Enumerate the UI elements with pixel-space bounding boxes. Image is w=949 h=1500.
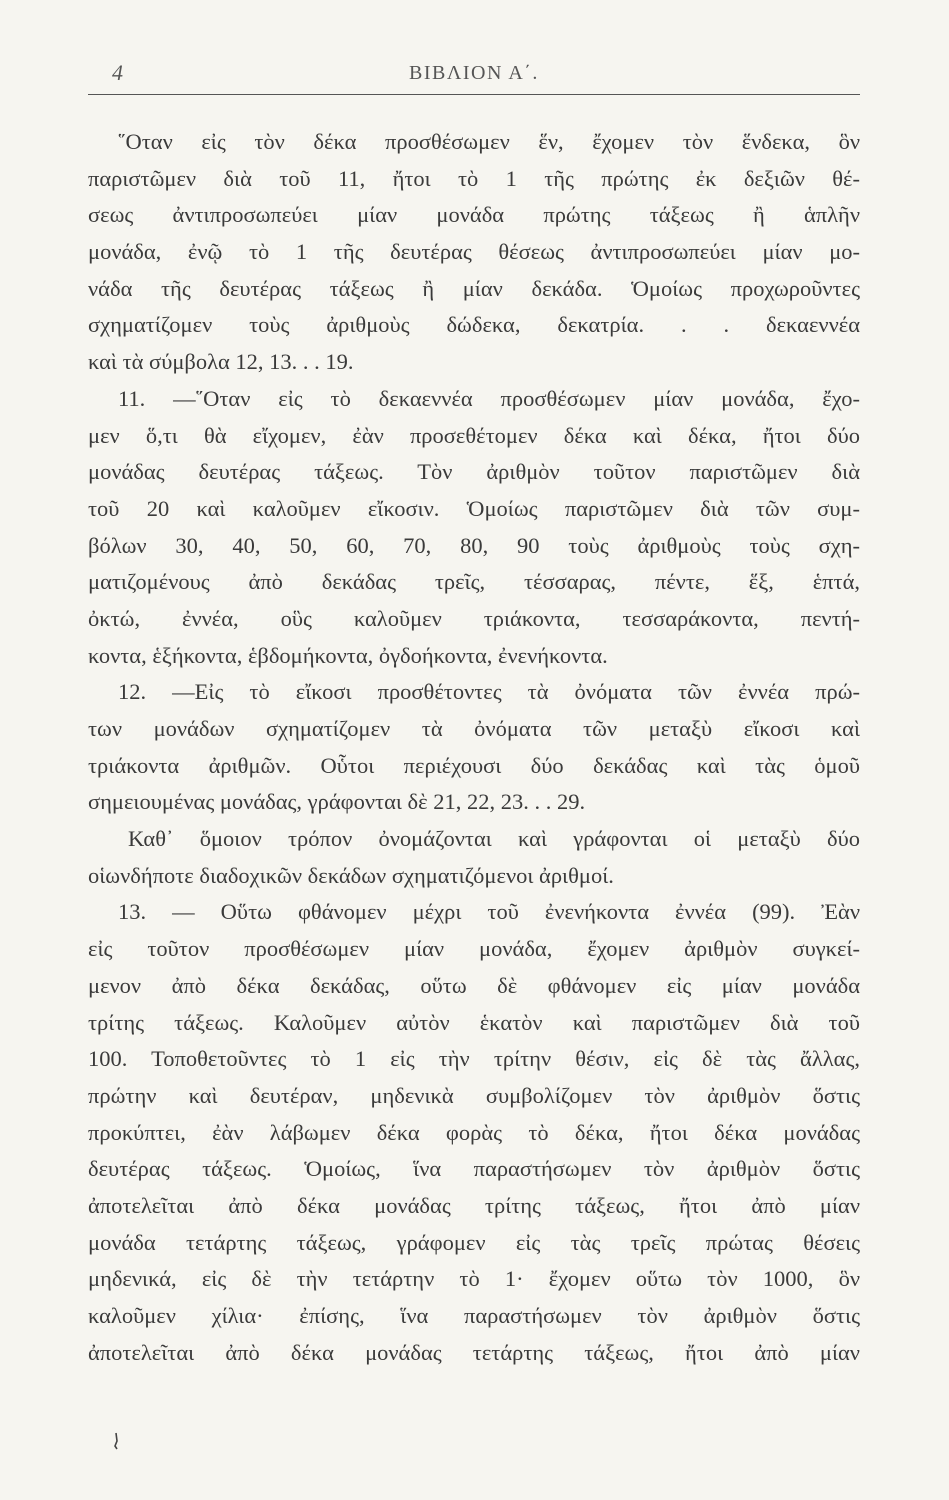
text-line: ῞Οταν εἰς τὸν δέκα προσθέσωμεν ἕν, ἔχομεν τὸν ἕνδεκα, ὃν xyxy=(118,129,860,154)
section-12-first-line: 12. —Εἰς τὸ εἴκοσι προσθέτοντες τὰ ὀνόματα τῶν ἐννέα πρώ- xyxy=(118,679,860,705)
text-line: 100. Τοποθετοῦντες τὸ 1 εἰς τὴν τρίτην θέσιν, εἰς δὲ τὰς ἄλλας, xyxy=(88,1046,860,1072)
page-header xyxy=(88,58,860,95)
section-13-first-line: 13. — Οὕτω φθάνομεν μέχρι τοῦ ἐνενήκοντα ἐννέα (99). Ἐὰν xyxy=(118,899,860,925)
text-line: πρώτην καὶ δευτέραν, μηδενικὰ συμβολίζομεν τὸν ἀριθμὸν ὅστις xyxy=(88,1082,860,1108)
text-line: ἀποτελεῖται ἀπὸ δέκα μονάδας τρίτης τάξεως, ἤτοι ἀπὸ μίαν xyxy=(88,1192,860,1218)
text-line: βόλων 30, 40, 50, 60, 70, 80, 90 τοὺς ἀριθμοὺς τοὺς σχη- xyxy=(88,532,860,558)
page-number: 4 xyxy=(112,60,123,85)
text-line: σημειουμένας μονάδας, γράφονται δὲ 21, 22, 23. . . 29. xyxy=(88,789,586,815)
text-line: προκύπτει, ἐὰν λάβωμεν δέκα φορὰς τὸ δέκα, ἤτοι δέκα μονάδας xyxy=(88,1119,860,1145)
text-line: μονάδα, ἐνῷ τὸ 1 τῆς δευτέρας θέσεως ἀντιπροσωπεύει μίαν μο- xyxy=(88,239,860,265)
text-line: μονάδα τετάρτης τάξεως, γράφομεν εἰς τὰς τρεῖς πρώτας θέσεις xyxy=(88,1229,860,1255)
text-line: ὀκτώ, ἐννέα, οὓς καλοῦμεν τριάκοντα, τεσσαράκοντα, πεντή- xyxy=(88,605,860,631)
text-line: καλοῦμεν χίλια· ἐπίσης, ἵνα παραστήσωμεν τὸν ἀριθμὸν ὅστις xyxy=(88,1303,860,1328)
text-line: κοντα, ἑξήκοντα, ἑβδομήκοντα, ὀγδοήκοντα, ἐνενήκοντα. xyxy=(88,642,608,668)
section-11-first-line: 11. —῞Οταν εἰς τὸ δεκαεννέα προσθέσωμεν μίαν μονάδα, ἔχο- xyxy=(118,385,860,411)
text-line: παριστῶμεν διὰ τοῦ 11, ἤτοι τὸ 1 τῆς πρώτης ἐκ δεξιῶν θέ- xyxy=(88,165,860,191)
text-line: Καθ᾽ ὅμοιον τρόπον ὀνομάζονται καὶ γράφονται οἱ μεταξὺ δύο xyxy=(128,826,860,852)
body-text xyxy=(88,124,860,1371)
text-line: σχηματίζομεν τοὺς ἀριθμοὺς δώδεκα, δεκατρία. . . δεκαεννέα xyxy=(88,312,860,338)
text-line: εἰς τοῦτον προσθέσωμεν μίαν μονάδα, ἔχομεν ἀριθμὸν συγκεί- xyxy=(88,936,860,962)
text-line: μενον ἀπὸ δέκα δεκάδας, οὕτω δὲ φθάνομεν εἰς μίαν μονάδα xyxy=(88,972,860,998)
text-line: τοῦ 20 καὶ καλοῦμεν εἴκοσιν. Ὁμοίως παριστῶμεν διὰ τῶν συμ- xyxy=(88,495,860,521)
text-line: μηδενικά, εἰς δὲ τὴν τετάρτην τὸ 1· ἔχομεν οὕτω τὸν 1000, ὃν xyxy=(88,1266,860,1292)
text-line: τριάκοντα ἀριθμῶν. Οὗτοι περιέχουσι δύο δεκάδας καὶ τὰς ὁμοῦ xyxy=(88,752,860,778)
text-line: σεως ἀντιπροσωπεύει μίαν μονάδα πρώτης τάξεως ἢ ἁπλῆν xyxy=(88,202,860,228)
text-line: ματιζομένους ἀπὸ δεκάδας τρεῖς, τέσσαρας, πέντε, ἕξ, ἑπτά, xyxy=(88,569,860,595)
text-line: τρίτης τάξεως. Καλοῦμεν αὐτὸν ἑκατὸν καὶ παριστῶμεν διὰ τοῦ xyxy=(88,1009,860,1035)
text-line: μεν ὅ,τι θὰ εἴχομεν, ἐὰν προσεθέτομεν δέκα καὶ δέκα, ἤτοι δύο xyxy=(88,422,860,448)
text-line: καὶ τὰ σύμβολα 12, 13. . . 19. xyxy=(88,349,354,375)
text-line: ἀποτελεῖται ἀπὸ δέκα μονάδας τετάρτης τάξεως, ἤτοι ἀπὸ μίαν xyxy=(88,1339,860,1365)
ink-mark-icon xyxy=(112,1432,120,1450)
text-line: μονάδας δευτέρας τάξεως. Τὸν ἀριθμὸν τοῦτον παριστῶμεν διὰ xyxy=(88,459,860,485)
text-line: των μονάδων σχηματίζομεν τὰ ὀνόματα τῶν μεταξὺ εἴκοσι καὶ xyxy=(88,716,860,741)
text-line: οἱωνδήποτε διαδοχικῶν δεκάδων σχηματιζόμενοι ἀριθμοί. xyxy=(88,862,614,888)
running-head: ΒΙΒΛΙΟΝ Α΄. xyxy=(409,62,539,84)
text-line: νάδα τῆς δευτέρας τάξεως ἢ μίαν δεκάδα. Ὁμοίως προχωροῦντες xyxy=(88,275,860,301)
text-line: δευτέρας τάξεως. Ὁμοίως, ἵνα παραστήσωμεν τὸν ἀριθμὸν ὅστις xyxy=(88,1156,860,1182)
